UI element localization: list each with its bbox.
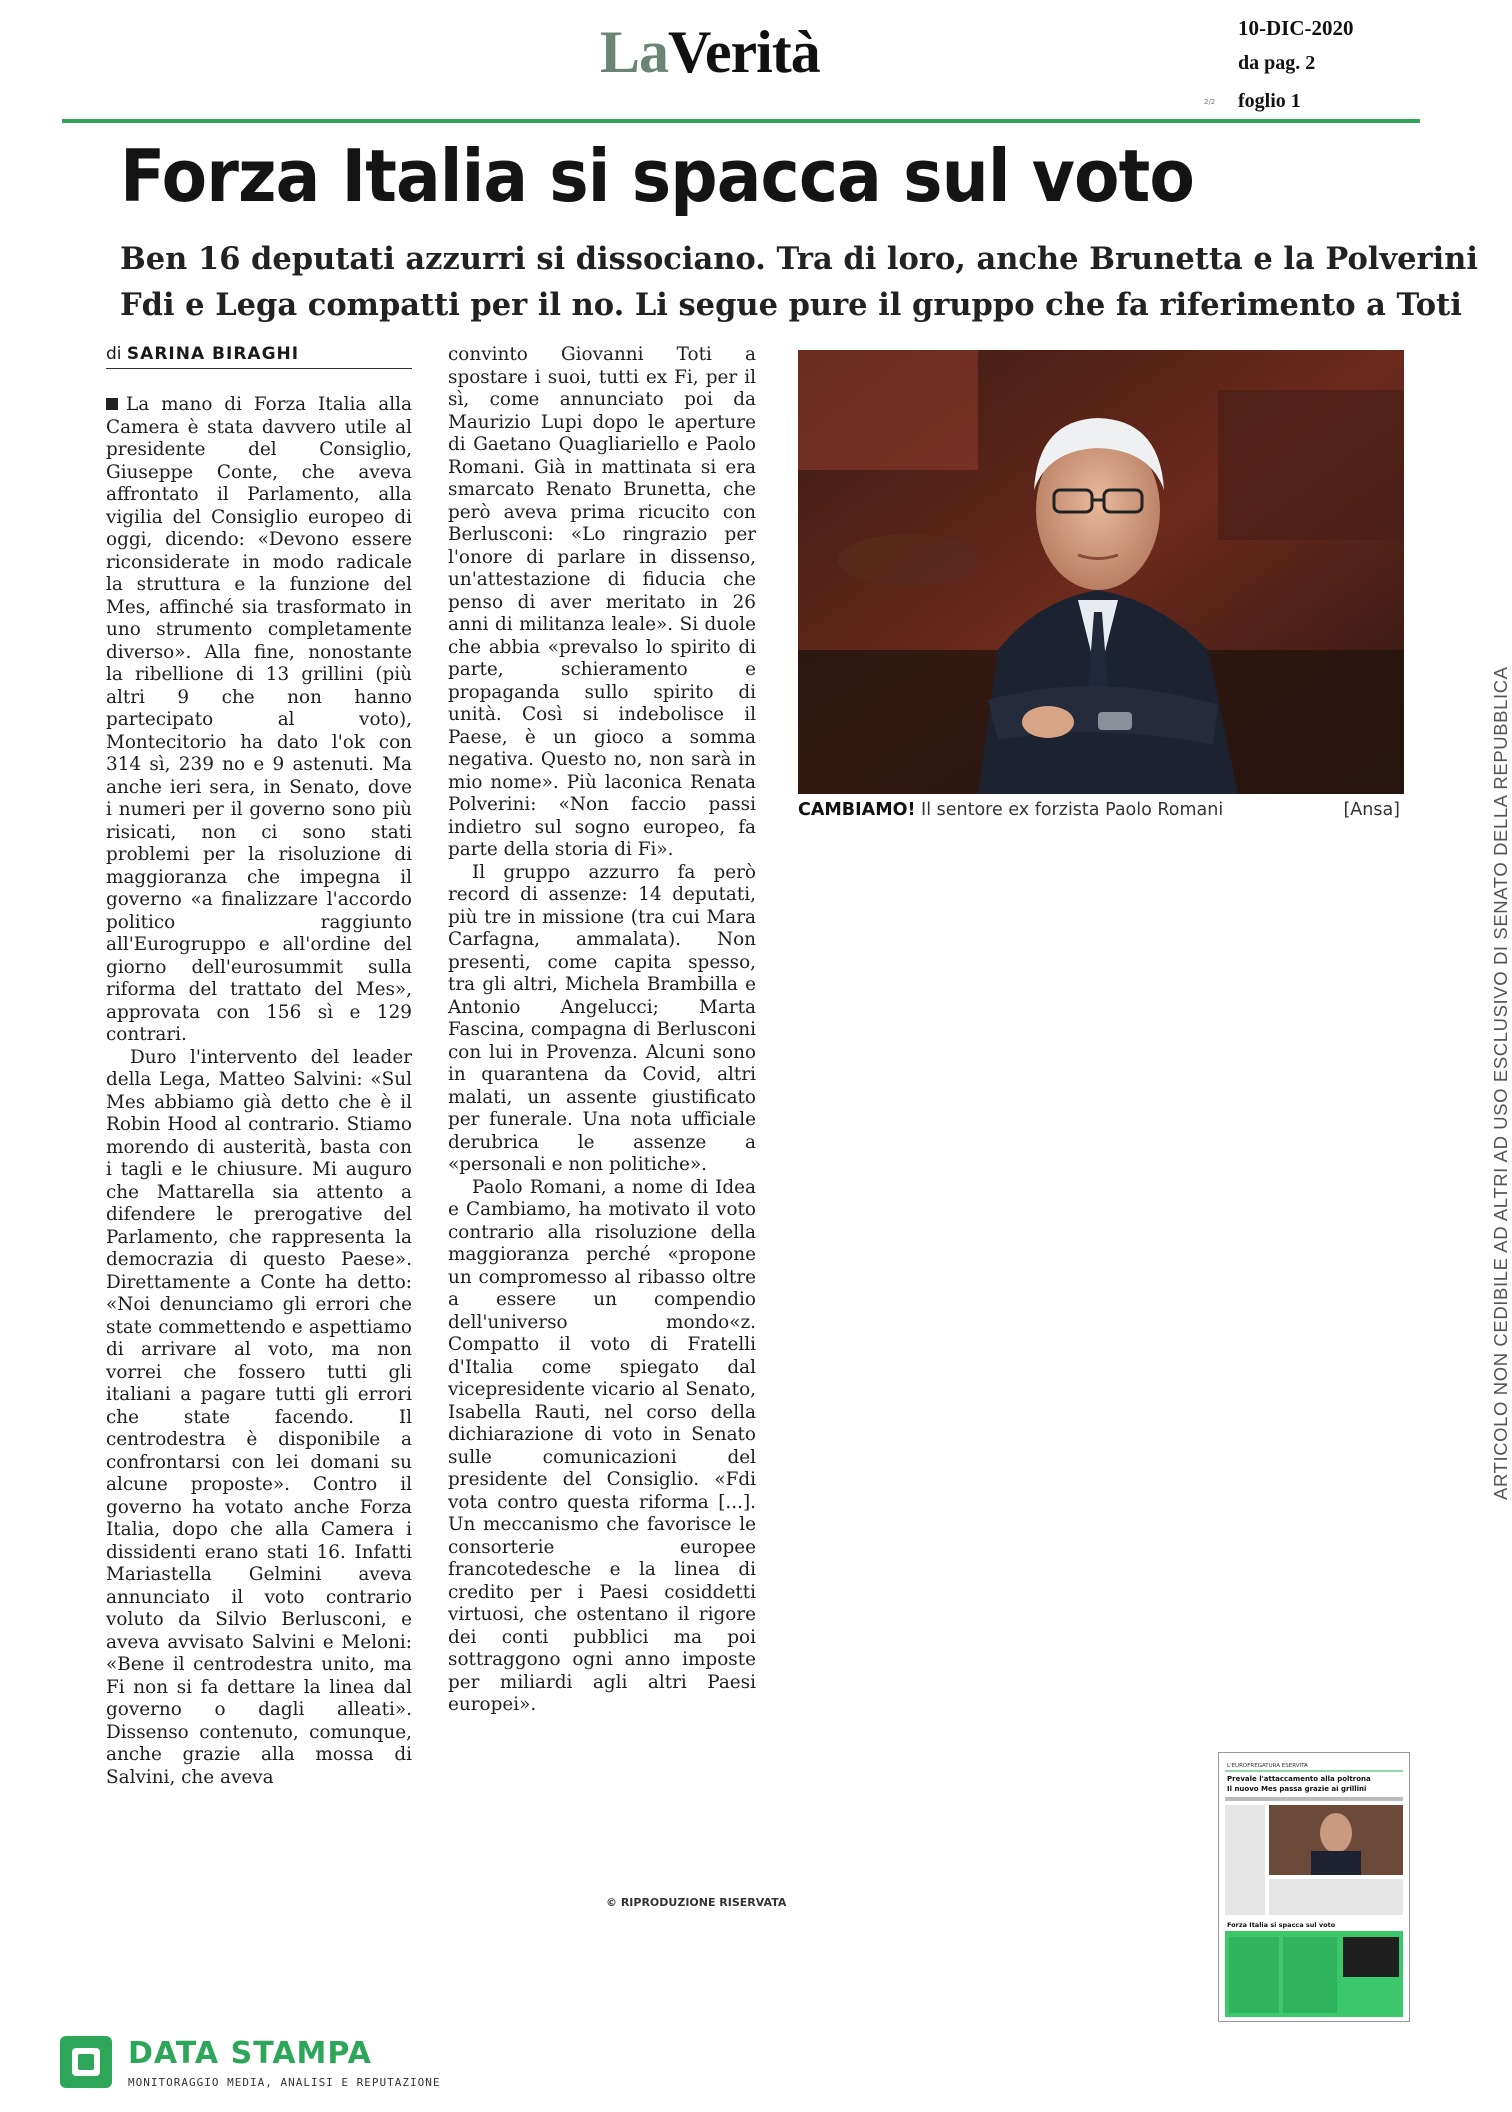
paragraph: Il gruppo azzurro fa però record di assenze: 14 deputati, più tre in missione (tra cui Mara Carfagna, ammalata). Non presenti, come capita spesso, tra gli altri, Michela Brambilla e Antonio Angelucci; Marta Fascina, compagna di Berlusconi con lui in Provenza. Alcuni sono in quarantena da Covid, altri malati, un assente giustificato per funerale. Una nota ufficiale derubrica le assenze a «personali e non politiche». — [448, 861, 756, 1175]
paragraph: Paolo Romani, a nome di Idea e Cambiamo, ha motivato il voto contrario alla risoluzione della maggioranza perché «propone un compromesso al ribasso oltre a essere un compendio dell'universo mondo«z. Compatto il voto di Fratelli d'Italia come spiegato dal vicepresidente vicario al Senato, Isabella Rauti, nel corso della dichiarazione di voto in Senato sulle comunicazioni del presidente del Consiglio. «Fdi vota contro questa riforma [...]. Un meccanismo che favorisce le consorterie europee francotedesche e la linea di credito per i Paesi cosiddetti virtuosi, che ostentano il rigore dei conti pubblici ma poi sottraggono ogni anno imposte per miliardi agli altri Paesi europei». — [448, 1176, 756, 1715]
article-photo — [798, 350, 1404, 794]
paragraph: convinto Giovanni Toti a spostare i suoi, tutti ex Fi, per il sì, come annunciato poi da Maurizio Lupi dopo le aperture di Gaetano Quagliariello e Paolo Romani. Già in mattinata si era smarcato Renato Brunetta, che però aveva prima ricucito con Berlusconi: «Lo ringrazio per l'onore di parlare in dissenso, un'attestazione di fiducia che penso di aver meritato in 26 anni di militanza leale». Si duole che abbia «prevalso lo spirito di parte, schieramento e propaganda sullo spirito di unità. Così si indebolisce il Paese, è un gioco a somma negativa. Questo no, non sarà in mio nome». Più laconica Renata Polverini: «Non faccio passi indietro sul sogno europeo, fa parte della storia di Fi». — [448, 344, 756, 860]
thumbnail-title-2: Il nuovo Mes passa grazie ai grillini — [1227, 1785, 1367, 1793]
thumbnail-header: L'EUROFREGATURA ESERVITA — [1227, 1763, 1308, 1769]
photo-illustration — [798, 350, 1404, 794]
headline: Forza Italia si spacca sul voto — [120, 134, 1194, 218]
sheet-ref: foglio 1 — [1238, 90, 1301, 112]
page-thumbnail — [1218, 1752, 1410, 2022]
byline — [106, 344, 412, 369]
logo-tagline: MONITORAGGIO MEDIA, ANALISI E REPUTAZIONE — [128, 2076, 441, 2089]
subhead-line: Fdi e Lega compatti per il no. Li segue pure il gruppo che fa riferimento a Toti — [120, 287, 1462, 323]
paragraph-text: La mano di Forza Italia alla Camera è stata davvero utile al presidente del Consiglio, Giuseppe Conte, che aveva affrontato il Parlamento, alla vigilia del Consiglio europeo di oggi, dicendo: «Devono essere riconsiderate in modo radicale la struttura e la funzione del Mes, affinché sia trasformato in uno strumento completamente diverso». Alla fine, nonostante la ribellione di 13 grillini (più altri 9 che non hanno partecipato al voto), Montecitorio ha dato l'ok con 314 sì, 239 no e 9 astenuti. Ma anche ieri sera, in Senato, dove i numeri per il governo sono più risicati, non ci sono stati problemi per la risoluzione di maggioranza che impegna il governo «a finalizzare l'accordo politico raggiunto all'Eurogruppo e all'ordine del giorno dell'eurosummit sulla riforma del trattato del Mes», approvata con 156 sì e 129 contrari. — [106, 394, 412, 1045]
logo-name: DATA STAMPA — [128, 2036, 372, 2071]
thumbnail-title-1: Prevale l'attaccamento alla poltrona — [1227, 1775, 1371, 1783]
data-stampa-logo-icon — [60, 2036, 112, 2088]
date: 10-DIC-2020 — [1238, 16, 1354, 40]
article-column-1 — [106, 394, 412, 1789]
photo-caption — [798, 800, 1404, 820]
author: SARINA BIRAGHI — [126, 344, 300, 364]
masthead-la: La — [600, 19, 669, 85]
thumbnail-illustration — [1219, 1753, 1409, 2021]
byline-prefix: di — [106, 344, 122, 364]
subheadline — [120, 236, 1478, 328]
side-copyright-text: ARTICOLO NON CEDIBILE AD ALTRI AD USO ESCLUSIVO DI SENATO DELLA REPUBBLICA — [1490, 666, 1511, 1500]
masthead-rule — [62, 119, 1420, 123]
photo-credit: [Ansa] — [1343, 800, 1400, 820]
masthead — [600, 20, 960, 84]
copyright-note: © RIPRODUZIONE RISERVATA — [606, 1896, 787, 1909]
page-ref: da pag. 2 — [1238, 52, 1316, 74]
paragraph: Duro l'intervento del leader della Lega, Matteo Salvini: «Sul Mes abbiamo già detto che è il Robin Hood al contrario. Stiamo morendo di austerità, basta con i tagli e le chiusure. Mi auguro che Mattarella sia attento a difendere le prerogative del Parlamento, che rappresenta la democrazia di questo Paese». Direttamente a Conte ha detto: «Noi denunciamo gli errori che state commettendo e aspettiamo di arrivare al voto, ma non vorrei che fossero tutti gli italiani a pagare tutti gli errori che state facendo. Il centrodestra è disponibile a confrontarsi con lei domani su alcune proposte». Contro il governo ha votato anche Forza Italia, dopo che alla Camera i dissidenti erano stati 16. Infatti Mariastella Gelmini aveva annunciato il voto contrario voluto da Silvio Berlusconi, e aveva avvisato Salvini e Meloni: «Bene il centrodestra unito, ma Fi non si fa dettare la linea dal governo o dagli alleati». Dissenso contenuto, comunque, anche grazie alla mossa di Salvini, che aveva — [106, 1046, 412, 1788]
tiny-mark: 2/2 — [1204, 98, 1216, 106]
caption-title: CAMBIAMO! — [798, 800, 916, 820]
caption-text: Il sentore ex forzista Paolo Romani — [921, 800, 1224, 820]
square-bullet-icon — [106, 398, 118, 410]
article-column-2 — [448, 344, 756, 1717]
thumbnail-lower-title: Forza Italia si spacca sul voto — [1227, 1921, 1336, 1929]
subhead-line: Ben 16 deputati azzurri si dissociano. Tra di loro, anche Brunetta e la Polverini — [120, 241, 1478, 277]
paragraph — [106, 394, 412, 1047]
masthead-verita: Verità — [668, 19, 820, 85]
